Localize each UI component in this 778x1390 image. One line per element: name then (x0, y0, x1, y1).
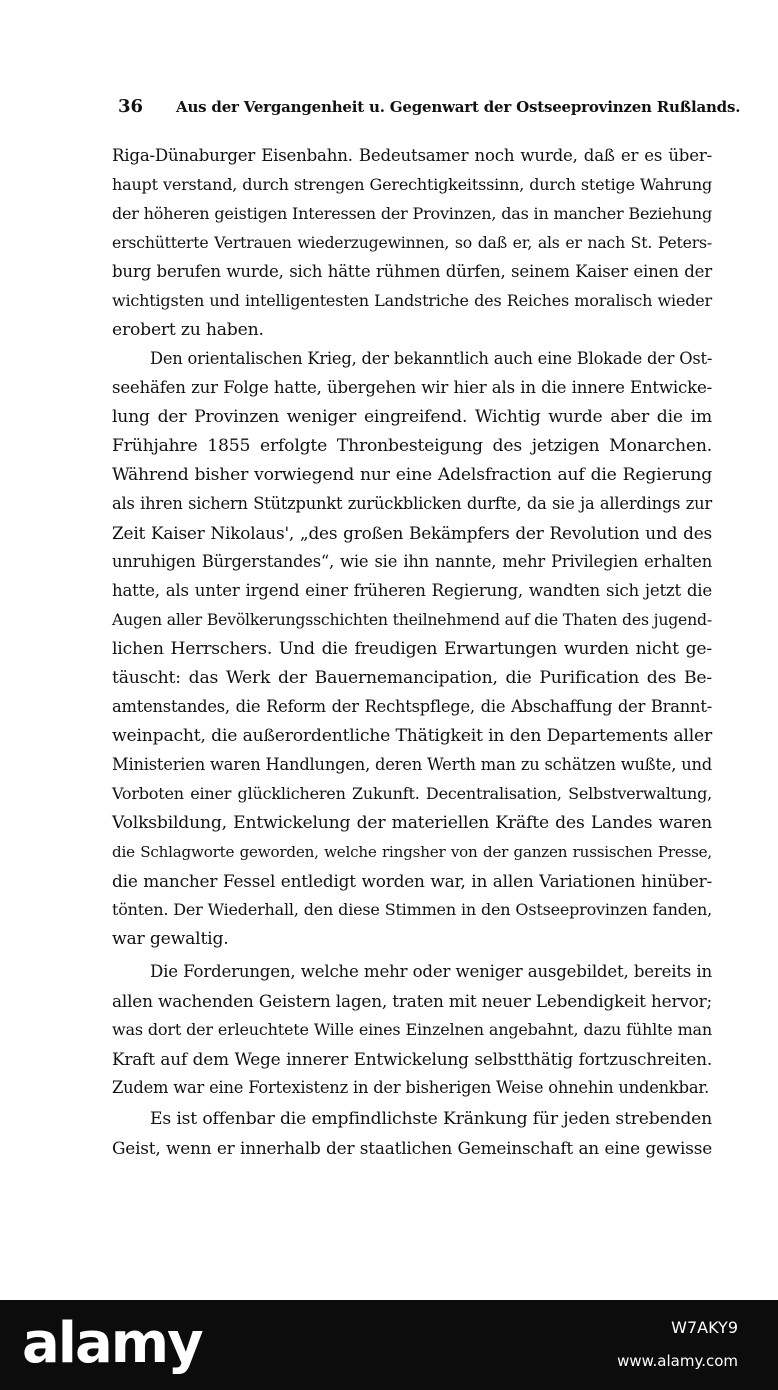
text-line: wichtigsten und intelligentesten Landstriche des Reiches moralisch wieder (112, 291, 712, 310)
text-line: Volksbildung, Entwickelung der materiellen Kräfte des Landes waren (112, 813, 712, 833)
text-line: lung der Provinzen weniger eingreifend. Wichtig wurde aber die im (112, 407, 712, 427)
text-line: seehäfen zur Folge hatte, übergehen wir hier als in die innere Entwicke- (112, 378, 712, 397)
text-line: Die Forderungen, welche mehr oder weniger ausgebildet, bereits in (150, 962, 712, 981)
text-line: die mancher Fessel entledigt worden war, in allen Variationen hinüber- (112, 871, 712, 891)
text-line: als ihren sichern Stützpunkt zurückblicken durfte, da sie ja allerdings zur (112, 494, 712, 513)
site-url: www.alamy.com (617, 1352, 738, 1370)
alamy-logo: alamy (22, 1311, 202, 1376)
text-line: Vorboten einer glücklicheren Zukunft. Decentralisation, Selbstverwaltung, (112, 784, 712, 803)
text-line: tönten. Der Wiederhall, den diese Stimmen in den Ostseeprovinzen fanden, (112, 900, 712, 919)
text-line: erschütterte Vertrauen wiederzugewinnen, so daß er, als er nach St. Peters- (112, 233, 712, 252)
text-line: weinpacht, die außerordentliche Thätigkeit in den Departements aller (112, 726, 712, 746)
text-line: hatte, als unter irgend einer früheren Regierung, wandten sich jetzt die (112, 581, 712, 600)
text-line: Riga-Dünaburger Eisenbahn. Bedeutsamer noch wurde, daß er es über- (112, 146, 712, 165)
text-line: Es ist offenbar die empfindlichste Kränkung für jeden strebenden (150, 1109, 712, 1129)
text-line: war gewaltig. (112, 929, 229, 949)
text-line: Zeit Kaiser Nikolaus', „des großen Bekämpfers der Revolution und des (112, 523, 712, 543)
page-number: 36 (118, 96, 144, 117)
text-line: der höheren geistigen Interessen der Provinzen, das in mancher Beziehung (112, 204, 712, 223)
page-header (118, 96, 741, 122)
text-line: unruhigen Bürgerstandes“, wie sie ihn nannte, mehr Privilegien erhalten (112, 552, 712, 571)
text-line: lichen Herrschers. Und die freudigen Erwartungen wurden nicht ge- (112, 639, 712, 659)
text-line: täuscht: das Werk der Bauernemancipation, die Purification des Be- (112, 668, 712, 688)
text-line: Zudem war eine Fortexistenz in der bisherigen Weise ohnehin undenkbar. (112, 1078, 710, 1097)
text-line: was dort der erleuchtete Wille eines Einzelnen angebahnt, dazu fühlte man (112, 1020, 712, 1039)
running-head: Aus der Vergangenheit u. Gegenwart der Ostseeprovinzen Rußlands. (176, 98, 741, 116)
text-line: allen wachenden Geistern lagen, traten mit neuer Lebendigkeit hervor; (112, 991, 712, 1011)
text-line: Augen aller Bevölkerungsschichten theilnehmend auf die Thaten des jugend- (112, 610, 712, 629)
text-line: Geist, wenn er innerhalb der staatlichen Gemeinschaft an eine gewisse (112, 1138, 712, 1158)
text-line: Ministerien waren Handlungen, deren Werth man zu schätzen wußte, und (112, 755, 712, 774)
image-id: W7AKY9 (671, 1318, 738, 1337)
text-line: Den orientalischen Krieg, der bekanntlich auch eine Blokade der Ost- (150, 349, 713, 368)
text-line: Kraft auf dem Wege innerer Entwickelung selbstthätig fortzuschreiten. (112, 1049, 712, 1069)
text-line: amtenstandes, die Reform der Rechtspflege, die Abschaffung der Brannt- (112, 697, 712, 716)
text-line: erobert zu haben. (112, 320, 264, 340)
text-line: burg berufen wurde, sich hätte rühmen dürfen, seinem Kaiser einen der (112, 262, 712, 281)
text-line: Während bisher vorwiegend nur eine Adelsfraction auf die Regierung (112, 465, 712, 485)
text-line: Frühjahre 1855 erfolgte Thronbesteigung des jetzigen Monarchen. (112, 436, 712, 456)
text-line: die Schlagworte geworden, welche ringsher von der ganzen russischen Presse, (112, 843, 712, 861)
text-line: haupt verstand, durch strengen Gerechtigkeitssinn, durch stetige Wahrung (112, 175, 712, 194)
